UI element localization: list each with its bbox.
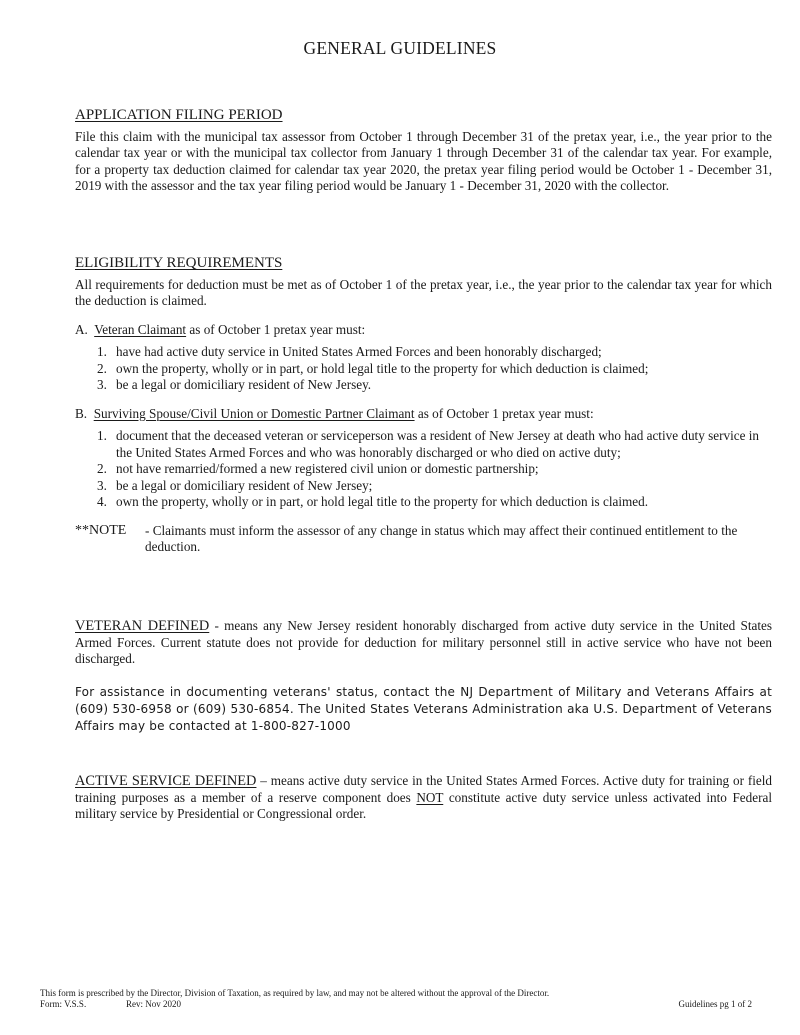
- eligibility-intro: All requirements for deduction must be met as of October 1 of the pretax year, i.e., the year prior to the calendar tax year for which the deduction is claimed.: [75, 276, 772, 308]
- footer-legal-text: This form is prescribed by the Director, Division of Taxation, as required by law, and may not be altered without the approval of the Director.: [40, 988, 550, 998]
- list-item: 2. own the property, wholly or in part, or hold legal title to the property for which deduction is claimed;: [97, 360, 649, 376]
- active-service-body-pre: – means active duty service in the United States Armed Forces. Active duty for training or field training purposes as a member of a reserve component does: [75, 773, 772, 805]
- note-label: **NOTE: [75, 522, 127, 538]
- list-item: 3. be a legal or domiciliary resident of New Jersey;: [97, 477, 373, 493]
- list-item: 3. be a legal or domiciliary resident of New Jersey.: [97, 377, 372, 392]
- footer-form-id: Form: V.S.S.: [40, 999, 87, 1009]
- list-item: 1. have had active duty service in United States Armed Forces and been honorably discharged;: [97, 344, 602, 359]
- claimant-letter-b: B.: [75, 405, 88, 421]
- active-service-heading: ACTIVE SERVICE DEFINED: [75, 773, 257, 789]
- page-title: GENERAL GUIDELINES: [303, 38, 497, 58]
- veteran-claimant-list: [75, 344, 772, 394]
- spouse-claimant-label: Surviving Spouse/Civil Union or Domestic Partner Claimant: [93, 405, 415, 421]
- veteran-claimant-label: Veteran Claimant: [94, 321, 187, 337]
- spouse-claimant-block: [75, 406, 772, 511]
- list-item: 1. document that the deceased veteran or serviceperson was a resident of New Jersey at death who had active duty service in the United States Armed Forces and who was honorably discharged or who died on active duty;: [97, 428, 760, 460]
- eligibility-heading: ELIGIBILITY REQUIREMENTS: [75, 255, 283, 271]
- note-text: - Claimants must inform the assessor of any change in status which may affect their continued entitlement to the deduction.: [145, 522, 738, 554]
- veteran-defined-heading: VETERAN DEFINED: [75, 618, 210, 634]
- veteran-claimant-block: [75, 322, 772, 394]
- filing-period-body: File this claim with the municipal tax assessor from October 1 through December 31 of the pretax year, i.e., the year prior to the calendar tax year or with the municipal tax collector from January 1 through December 31 of the calendar tax year. For example, for a property tax deduction claimed for calendar tax year 2020, the pretax year filing period would be October 1 - December 31, 2019 with the assessor and the tax year filing period would be January 1 - December 31, 2020 with the collector.: [75, 128, 772, 193]
- veterans-assistance-paragraph: For assistance in documenting veterans' status, contact the NJ Department of Military and Veterans Affairs at (609) 530-6958 or (609) 530-6854. The United States Veterans Administration aka U.S. Department of Veterans Affairs may be contacted at 1-800-827-1000: [75, 685, 772, 733]
- list-item: 4. own the property, wholly or in part, or hold legal title to the property for which deduction is claimed.: [97, 494, 649, 509]
- footer: [40, 988, 752, 1010]
- spouse-claimant-list: [75, 428, 772, 511]
- footer-page-number: Guidelines pg 1 of 2: [678, 999, 752, 1009]
- spouse-claimant-suffix: as of October 1 pretax year must:: [414, 405, 594, 421]
- not-emphasis: NOT: [416, 789, 444, 805]
- veteran-claimant-heading: [75, 322, 772, 339]
- veteran-claimant-suffix: as of October 1 pretax year must:: [186, 321, 366, 337]
- footer-revision: Rev: Nov 2020: [126, 999, 181, 1009]
- claimant-letter-a: A.: [75, 321, 88, 337]
- active-service-body-post: constitute active duty service unless activated into Federal military service by Presidential or Congressional order.: [75, 789, 773, 821]
- note-block: [75, 523, 772, 556]
- active-service-section: [75, 773, 772, 823]
- spouse-claimant-heading: [75, 406, 772, 423]
- filing-period-heading: APPLICATION FILING PERIOD: [75, 107, 283, 123]
- eligibility-section: [75, 255, 772, 556]
- veteran-defined-body: - means any New Jersey resident honorably discharged from active duty service in the United States Armed Forces. Current statute does not provide for deduction for military personnel still in active service who have not been discharged.: [75, 618, 772, 666]
- veteran-defined-section: [75, 618, 772, 668]
- list-item: 2. not have remarried/formed a new registered civil union or domestic partnership;: [97, 461, 539, 476]
- filing-period-section: [75, 107, 772, 195]
